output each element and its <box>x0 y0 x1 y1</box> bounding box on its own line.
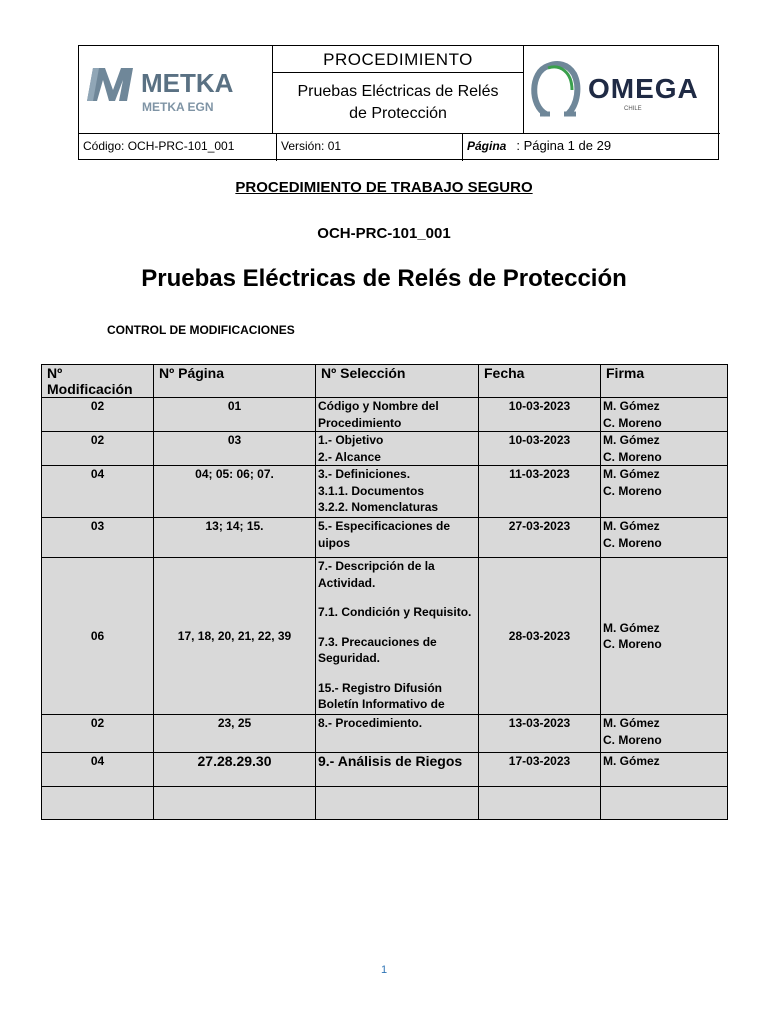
page-indicator <box>463 134 720 161</box>
cell-date <box>479 787 601 820</box>
cell-selection <box>316 753 479 787</box>
cell-date: 17-03-2023 <box>479 753 601 787</box>
table-row <box>42 558 728 715</box>
cell-signature <box>601 715 728 753</box>
cell-modification: 03 <box>42 518 154 558</box>
cell-line: C. Moreno <box>603 732 662 747</box>
metka-logo-sub: METKA EGN <box>142 100 214 114</box>
footer-page-number: 1 <box>380 964 388 976</box>
cell-modification: 04 <box>42 753 154 787</box>
cell-line: Actividad. <box>318 575 376 590</box>
cell-selection <box>316 787 479 820</box>
table-row <box>42 398 728 432</box>
cell-line: M. Gómez <box>603 399 660 413</box>
header-page: Nº Página <box>154 365 316 398</box>
cell-signature <box>601 753 728 787</box>
cell-page: 03 <box>154 432 316 466</box>
cell-line: uipos <box>318 535 350 550</box>
cell-line <box>318 667 476 680</box>
cell-line: 15.- Registro Difusión <box>318 680 443 695</box>
cell-line: C. Moreno <box>603 637 662 651</box>
cell-line <box>318 591 476 604</box>
document-code: Código: OCH-PRC-101_001 <box>79 134 277 161</box>
cell-page: 17, 18, 20, 21, 22, 39 <box>154 558 316 715</box>
cell-signature <box>601 787 728 820</box>
cell-line: C. Moreno <box>603 415 662 430</box>
cell-line: 8.- Procedimiento. <box>318 716 423 730</box>
header-title-main <box>273 73 524 133</box>
cell-line: C. Moreno <box>603 535 662 550</box>
modification-control-table <box>41 364 728 820</box>
header-modification: Nº Modificación <box>42 365 154 398</box>
table-header-row <box>42 365 728 398</box>
cell-line: Procedimiento <box>318 415 402 430</box>
cell-page: 23, 25 <box>154 715 316 753</box>
cell-date: 10-03-2023 <box>479 432 601 466</box>
cell-line: 3.1.1. Documentos <box>318 483 425 498</box>
table-row <box>42 466 728 518</box>
metka-logo-graphic <box>79 46 273 133</box>
cell-date: 27-03-2023 <box>479 518 601 558</box>
cell-selection <box>316 715 479 753</box>
metka-logo <box>79 46 273 133</box>
omega-logo-sub: CHILE <box>624 106 642 112</box>
omega-logo <box>524 46 720 133</box>
cell-page <box>154 787 316 820</box>
header-date: Fecha <box>479 365 601 398</box>
cell-modification: 04 <box>42 466 154 518</box>
cell-line: Boletín Informativo de <box>318 697 445 711</box>
cell-selection <box>316 466 479 518</box>
cell-selection <box>316 518 479 558</box>
header-title-top: PROCEDIMIENTO <box>273 46 524 73</box>
omega-logo-graphic <box>524 46 720 133</box>
cell-page: 13; 14; 15. <box>154 518 316 558</box>
cell-line: 7.- Descripción de la <box>318 559 435 573</box>
cell-line <box>318 621 476 634</box>
cell-modification: 02 <box>42 715 154 753</box>
table-row <box>42 715 728 753</box>
page-value: : Página 1 de 29 <box>516 138 612 153</box>
header-title-line2: de Protección <box>349 105 447 122</box>
cell-selection <box>316 558 479 715</box>
cell-date: 13-03-2023 <box>479 715 601 753</box>
header-title-line1: Pruebas Eléctricas de Relés <box>297 83 499 100</box>
cell-modification <box>42 787 154 820</box>
table-row <box>42 753 728 787</box>
cell-line: M. Gómez <box>603 519 660 533</box>
section-title: CONTROL DE MODIFICACIONES <box>107 323 295 337</box>
cell-line: M. Gómez <box>603 716 660 730</box>
cell-line: M. Gómez <box>603 754 660 768</box>
metka-logo-name: METKA <box>141 68 234 98</box>
cell-line: M. Gómez <box>603 467 660 481</box>
cell-modification: 06 <box>42 558 154 715</box>
header-signature: Firma <box>601 365 728 398</box>
cell-line: M. Gómez <box>603 620 660 635</box>
document-version: Versión: 01 <box>277 134 463 161</box>
cell-line: 5.- Especificaciones de <box>318 519 451 533</box>
cell-page: 27.28.29.30 <box>154 753 316 787</box>
cell-line: 3.2.2. Nomenclaturas <box>318 500 439 514</box>
table-row <box>42 787 728 820</box>
cell-line: 7.3. Precauciones de <box>318 634 437 649</box>
cell-line: C. Moreno <box>603 483 662 498</box>
cell-page: 04; 05: 06; 07. <box>154 466 316 518</box>
header-selection: Nº Selección <box>316 365 479 398</box>
cell-line: 1.- Objetivo <box>318 433 384 447</box>
table-row <box>42 518 728 558</box>
cell-signature <box>601 398 728 432</box>
cell-line: C. Moreno <box>603 449 662 464</box>
omega-logo-name: OMEGA <box>588 73 699 104</box>
procedure-heading: PROCEDIMIENTO DE TRABAJO SEGURO <box>235 179 533 196</box>
cell-line: 3.- Definiciones. <box>318 467 411 481</box>
cell-line: 9.- Análisis de Riegos <box>318 753 463 769</box>
cell-date: 10-03-2023 <box>479 398 601 432</box>
cell-signature <box>601 432 728 466</box>
cell-page: 01 <box>154 398 316 432</box>
cell-line: 2.- Alcance <box>318 449 381 464</box>
cell-line: Código y Nombre del <box>318 399 439 413</box>
cell-selection <box>316 432 479 466</box>
cell-modification: 02 <box>42 432 154 466</box>
cell-signature <box>601 518 728 558</box>
page-label: Página <box>467 139 507 153</box>
cell-line: 7.1. Condición y Requisito. <box>318 605 472 619</box>
table-body <box>42 398 728 820</box>
cell-line: M. Gómez <box>603 433 660 447</box>
document-header <box>78 45 719 160</box>
cell-signature <box>601 558 728 715</box>
cell-date: 11-03-2023 <box>479 466 601 518</box>
cell-line: Seguridad. <box>318 651 381 665</box>
cell-selection <box>316 398 479 432</box>
table-row <box>42 432 728 466</box>
procedure-code: OCH-PRC-101_001 <box>317 225 451 242</box>
header-meta-row <box>79 133 720 161</box>
cell-signature <box>601 466 728 518</box>
cell-modification: 02 <box>42 398 154 432</box>
cell-date: 28-03-2023 <box>479 558 601 715</box>
document-title: Pruebas Eléctricas de Relés de Protección <box>141 265 627 292</box>
